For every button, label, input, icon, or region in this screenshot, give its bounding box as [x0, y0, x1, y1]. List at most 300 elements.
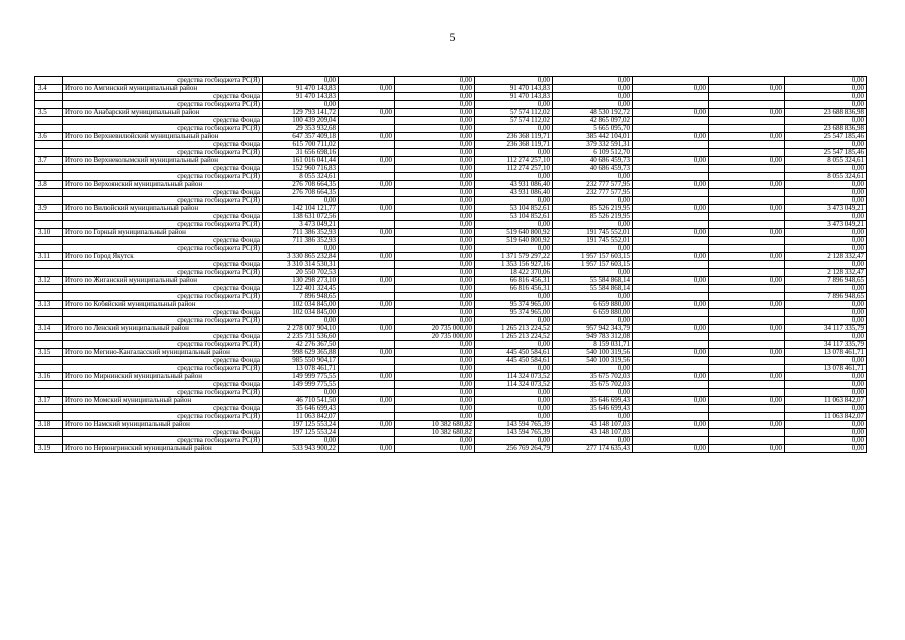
column-3-cell: 0,00 [395, 341, 475, 349]
column-8-cell: 0,00 [785, 197, 867, 205]
column-3-cell: 0,00 [395, 285, 475, 293]
column-2-cell [339, 309, 395, 317]
column-6-cell [633, 165, 709, 173]
total-amount-cell: 130 298 273,10 [263, 277, 339, 285]
column-3-cell: 0,00 [395, 197, 475, 205]
column-8-cell: 3 473 049,21 [785, 205, 867, 213]
column-6-cell [633, 389, 709, 397]
column-6-cell [633, 333, 709, 341]
column-3-cell: 20 735 000,00 [395, 333, 475, 341]
row-number: 3.15 [35, 349, 63, 357]
column-3-cell: 0,00 [395, 293, 475, 301]
column-8-cell: 0,00 [785, 309, 867, 317]
table-subrow [35, 309, 867, 317]
column-7-cell: 0,00 [709, 445, 785, 453]
column-4-cell: 18 422 370,06 [475, 269, 553, 277]
column-3-cell: 0,00 [395, 253, 475, 261]
column-7-cell [709, 261, 785, 269]
table-row [35, 253, 867, 261]
total-amount-cell: 8 055 324,61 [263, 173, 339, 181]
row-number: 3.4 [35, 85, 63, 93]
row-name: средства госбюджета РС(Я) [63, 125, 263, 133]
column-4-cell: 143 594 765,39 [475, 421, 553, 429]
column-2-cell [339, 221, 395, 229]
total-amount-cell: 3 310 314 530,31 [263, 261, 339, 269]
column-7-cell: 0,00 [709, 157, 785, 165]
column-3-cell: 0,00 [395, 229, 475, 237]
row-name: средства госбюджета РС(Я) [63, 269, 263, 277]
row-name: средства госбюджета РС(Я) [63, 317, 263, 325]
column-2-cell: 0,00 [339, 85, 395, 93]
column-5-cell: 0,00 [553, 197, 633, 205]
column-4-cell: 0,00 [475, 125, 553, 133]
column-3-cell: 0,00 [395, 389, 475, 397]
column-5-cell: 0,00 [553, 317, 633, 325]
column-8-cell: 0,00 [785, 429, 867, 437]
column-3-cell: 10 382 680,82 [395, 429, 475, 437]
column-6-cell: 0,00 [633, 157, 709, 165]
column-7-cell [709, 189, 785, 197]
column-3-cell: 20 735 000,00 [395, 325, 475, 333]
column-4-cell: 66 816 456,31 [475, 277, 553, 285]
column-6-cell: 0,00 [633, 397, 709, 405]
row-name: средства Фонда [63, 93, 263, 101]
column-3-cell: 0,00 [395, 365, 475, 373]
column-5-cell: 40 686 459,73 [553, 157, 633, 165]
column-4-cell: 1 265 213 224,52 [475, 333, 553, 341]
column-6-cell: 0,00 [633, 109, 709, 117]
column-8-cell: 0,00 [785, 317, 867, 325]
table-subrow [35, 269, 867, 277]
table-subrow [35, 77, 867, 85]
column-2-cell: 0,00 [339, 325, 395, 333]
row-name: средства Фонда [63, 237, 263, 245]
column-2-cell: 0,00 [339, 109, 395, 117]
column-3-cell: 0,00 [395, 141, 475, 149]
table-subrow [35, 285, 867, 293]
table-subrow [35, 173, 867, 181]
total-amount-cell: 998 629 365,88 [263, 349, 339, 357]
row-name: Итого по Горный муниципальный район [63, 229, 263, 237]
row-name: средства госбюджета РС(Я) [63, 221, 263, 229]
row-number [35, 93, 63, 101]
column-4-cell: 0,00 [475, 397, 553, 405]
row-number [35, 237, 63, 245]
column-2-cell [339, 165, 395, 173]
column-4-cell: 256 769 264,79 [475, 445, 553, 453]
column-7-cell [709, 413, 785, 421]
column-8-cell: 0,00 [785, 141, 867, 149]
row-name: средства Фонда [63, 309, 263, 317]
total-amount-cell: 149 999 775,55 [263, 373, 339, 381]
row-name: средства госбюджета РС(Я) [63, 149, 263, 157]
total-amount-cell: 42 276 367,50 [263, 341, 339, 349]
column-4-cell: 0,00 [475, 389, 553, 397]
total-amount-cell: 7 896 948,65 [263, 293, 339, 301]
column-3-cell: 0,00 [395, 269, 475, 277]
row-name: средства госбюджета РС(Я) [63, 365, 263, 373]
row-number: 3.6 [35, 133, 63, 141]
total-amount-cell: 0,00 [263, 77, 339, 85]
total-amount-cell: 711 386 352,93 [263, 237, 339, 245]
column-6-cell [633, 149, 709, 157]
column-7-cell [709, 165, 785, 173]
row-name: Итого по Кобяйский муниципальный район [63, 301, 263, 309]
column-2-cell [339, 389, 395, 397]
column-5-cell: 0,00 [553, 101, 633, 109]
row-name: средства Фонда [63, 405, 263, 413]
column-8-cell: 0,00 [785, 437, 867, 445]
column-4-cell: 57 574 112,02 [475, 117, 553, 125]
row-number [35, 365, 63, 373]
table-subrow [35, 413, 867, 421]
total-amount-cell: 197 125 553,24 [263, 429, 339, 437]
column-2-cell [339, 125, 395, 133]
column-3-cell: 0,00 [395, 301, 475, 309]
column-8-cell: 0,00 [785, 93, 867, 101]
column-2-cell: 0,00 [339, 421, 395, 429]
column-3-cell: 0,00 [395, 85, 475, 93]
total-amount-cell: 3 330 865 232,84 [263, 253, 339, 261]
total-amount-cell: 138 631 072,56 [263, 213, 339, 221]
row-number [35, 413, 63, 421]
column-6-cell [633, 317, 709, 325]
column-8-cell: 2 128 332,47 [785, 253, 867, 261]
column-8-cell: 0,00 [785, 85, 867, 93]
column-7-cell: 0,00 [709, 109, 785, 117]
row-number [35, 245, 63, 253]
row-number [35, 293, 63, 301]
column-5-cell: 0,00 [553, 93, 633, 101]
column-6-cell [633, 117, 709, 125]
total-amount-cell: 129 793 141,72 [263, 109, 339, 117]
column-2-cell: 0,00 [339, 133, 395, 141]
table-subrow [35, 405, 867, 413]
column-8-cell: 25 547 185,46 [785, 149, 867, 157]
column-7-cell [709, 389, 785, 397]
table-subrow [35, 141, 867, 149]
table-row [35, 445, 867, 453]
column-2-cell [339, 237, 395, 245]
column-6-cell [633, 413, 709, 421]
column-7-cell [709, 429, 785, 437]
column-4-cell: 0,00 [475, 317, 553, 325]
column-3-cell: 0,00 [395, 173, 475, 181]
row-number: 3.10 [35, 229, 63, 237]
column-8-cell: 0,00 [785, 165, 867, 173]
column-5-cell: 35 646 699,43 [553, 397, 633, 405]
column-4-cell: 1 265 213 224,52 [475, 325, 553, 333]
table-row [35, 85, 867, 93]
budget-table [34, 76, 867, 453]
column-5-cell: 55 584 868,14 [553, 277, 633, 285]
column-7-cell [709, 245, 785, 253]
column-5-cell: 55 584 868,14 [553, 285, 633, 293]
column-4-cell: 91 470 143,83 [475, 85, 553, 93]
row-number [35, 197, 63, 205]
column-4-cell: 66 816 456,31 [475, 285, 553, 293]
row-name: средства Фонда [63, 285, 263, 293]
column-3-cell: 10 382 680,82 [395, 421, 475, 429]
row-number: 3.8 [35, 181, 63, 189]
column-3-cell: 0,00 [395, 221, 475, 229]
column-2-cell [339, 365, 395, 373]
column-6-cell [633, 101, 709, 109]
column-2-cell [339, 197, 395, 205]
column-6-cell [633, 269, 709, 277]
row-number [35, 285, 63, 293]
total-amount-cell: 0,00 [263, 317, 339, 325]
column-2-cell [339, 141, 395, 149]
column-6-cell [633, 341, 709, 349]
column-4-cell: 236 368 119,71 [475, 141, 553, 149]
column-2-cell [339, 117, 395, 125]
column-7-cell: 0,00 [709, 301, 785, 309]
row-number [35, 165, 63, 173]
column-3-cell: 0,00 [395, 245, 475, 253]
column-8-cell: 0,00 [785, 101, 867, 109]
column-6-cell [633, 293, 709, 301]
column-8-cell: 0,00 [785, 189, 867, 197]
row-number [35, 437, 63, 445]
column-3-cell: 0,00 [395, 373, 475, 381]
row-name: средства Фонда [63, 141, 263, 149]
column-7-cell: 0,00 [709, 181, 785, 189]
column-4-cell: 519 640 800,92 [475, 237, 553, 245]
column-4-cell: 236 368 119,71 [475, 133, 553, 141]
column-6-cell [633, 141, 709, 149]
table-row [35, 349, 867, 357]
column-2-cell [339, 333, 395, 341]
table-row [35, 301, 867, 309]
table-row [35, 205, 867, 213]
column-6-cell [633, 173, 709, 181]
column-7-cell [709, 437, 785, 445]
column-2-cell: 0,00 [339, 253, 395, 261]
column-6-cell: 0,00 [633, 325, 709, 333]
column-3-cell: 0,00 [395, 109, 475, 117]
row-name: Итого по Верхоянский муниципальный район [63, 181, 263, 189]
total-amount-cell: 46 710 541,50 [263, 397, 339, 405]
table-subrow [35, 117, 867, 125]
column-5-cell: 0,00 [553, 173, 633, 181]
column-5-cell: 0,00 [553, 437, 633, 445]
column-4-cell: 53 104 852,61 [475, 205, 553, 213]
column-6-cell [633, 77, 709, 85]
column-6-cell: 0,00 [633, 229, 709, 237]
column-7-cell [709, 285, 785, 293]
table-row [35, 109, 867, 117]
column-3-cell: 0,00 [395, 397, 475, 405]
total-amount-cell: 0,00 [263, 389, 339, 397]
total-amount-cell: 161 016 041,44 [263, 157, 339, 165]
row-name: средства Фонда [63, 429, 263, 437]
row-name: Итого по Намский муниципальный район [63, 421, 263, 429]
row-name: средства Фонда [63, 357, 263, 365]
row-number [35, 381, 63, 389]
column-4-cell: 112 274 257,10 [475, 157, 553, 165]
column-2-cell: 0,00 [339, 397, 395, 405]
column-3-cell: 0,00 [395, 317, 475, 325]
column-8-cell: 7 896 948,65 [785, 277, 867, 285]
total-amount-cell: 91 470 143,83 [263, 85, 339, 93]
table-subrow [35, 381, 867, 389]
column-3-cell: 0,00 [395, 149, 475, 157]
row-number [35, 117, 63, 125]
column-8-cell: 11 063 842,07 [785, 397, 867, 405]
column-5-cell: 43 148 107,03 [553, 421, 633, 429]
row-name: средства Фонда [63, 213, 263, 221]
table-subrow [35, 213, 867, 221]
table-subrow [35, 317, 867, 325]
column-7-cell [709, 405, 785, 413]
column-5-cell: 42 865 097,02 [553, 117, 633, 125]
total-amount-cell: 20 550 702,53 [263, 269, 339, 277]
column-3-cell: 0,00 [395, 117, 475, 125]
column-2-cell [339, 413, 395, 421]
row-number [35, 189, 63, 197]
row-number: 3.7 [35, 157, 63, 165]
row-name: Итого по Верхнеколымский муниципальный район [63, 157, 263, 165]
total-amount-cell: 647 357 409,18 [263, 133, 339, 141]
column-7-cell: 0,00 [709, 205, 785, 213]
row-number: 3.13 [35, 301, 63, 309]
column-4-cell: 1 371 579 297,22 [475, 253, 553, 261]
column-7-cell: 0,00 [709, 349, 785, 357]
row-name: Итого по Город Якутск [63, 253, 263, 261]
row-name: средства Фонда [63, 189, 263, 197]
row-number: 3.9 [35, 205, 63, 213]
column-8-cell: 2 128 332,47 [785, 269, 867, 277]
column-5-cell: 191 745 552,01 [553, 229, 633, 237]
total-amount-cell: 122 401 324,45 [263, 285, 339, 293]
row-number [35, 101, 63, 109]
table-subrow [35, 341, 867, 349]
column-8-cell: 0,00 [785, 333, 867, 341]
row-number [35, 269, 63, 277]
table-subrow [35, 93, 867, 101]
column-4-cell: 0,00 [475, 365, 553, 373]
column-4-cell: 0,00 [475, 245, 553, 253]
column-3-cell: 0,00 [395, 237, 475, 245]
table-subrow [35, 149, 867, 157]
table-row [35, 133, 867, 141]
column-7-cell [709, 173, 785, 181]
column-6-cell: 0,00 [633, 181, 709, 189]
column-2-cell [339, 317, 395, 325]
column-5-cell: 0,00 [553, 77, 633, 85]
column-3-cell: 0,00 [395, 437, 475, 445]
row-name: средства госбюджета РС(Я) [63, 389, 263, 397]
total-amount-cell: 152 960 716,83 [263, 165, 339, 173]
column-3-cell: 0,00 [395, 445, 475, 453]
row-name: средства Фонда [63, 261, 263, 269]
column-4-cell: 0,00 [475, 341, 553, 349]
column-8-cell: 0,00 [785, 237, 867, 245]
row-name: Итого по Ленский муниципальный район [63, 325, 263, 333]
column-3-cell: 0,00 [395, 77, 475, 85]
column-4-cell: 43 931 086,40 [475, 181, 553, 189]
column-6-cell: 0,00 [633, 277, 709, 285]
column-4-cell: 519 640 800,92 [475, 229, 553, 237]
total-amount-cell: 0,00 [263, 245, 339, 253]
column-4-cell: 0,00 [475, 197, 553, 205]
table-row [35, 373, 867, 381]
row-name: средства госбюджета РС(Я) [63, 173, 263, 181]
column-8-cell: 0,00 [785, 405, 867, 413]
table-row [35, 397, 867, 405]
column-7-cell [709, 125, 785, 133]
column-3-cell: 0,00 [395, 125, 475, 133]
column-5-cell: 232 777 577,95 [553, 181, 633, 189]
column-2-cell [339, 341, 395, 349]
row-name: Итого по Мирнинский муниципальный район [63, 373, 263, 381]
row-number: 3.5 [35, 109, 63, 117]
table-subrow [35, 221, 867, 229]
column-6-cell: 0,00 [633, 349, 709, 357]
column-4-cell: 143 594 765,39 [475, 429, 553, 437]
total-amount-cell: 149 999 775,55 [263, 381, 339, 389]
column-5-cell: 8 159 031,71 [553, 341, 633, 349]
column-8-cell: 34 117 335,79 [785, 325, 867, 333]
column-4-cell: 1 353 156 927,16 [475, 261, 553, 269]
column-4-cell: 0,00 [475, 101, 553, 109]
total-amount-cell: 0,00 [263, 197, 339, 205]
column-7-cell [709, 333, 785, 341]
column-7-cell [709, 293, 785, 301]
column-7-cell [709, 101, 785, 109]
column-7-cell: 0,00 [709, 373, 785, 381]
column-5-cell: 85 526 219,95 [553, 205, 633, 213]
table-subrow [35, 237, 867, 245]
column-4-cell: 0,00 [475, 293, 553, 301]
column-8-cell: 0,00 [785, 181, 867, 189]
column-8-cell: 0,00 [785, 301, 867, 309]
column-2-cell: 0,00 [339, 277, 395, 285]
column-2-cell [339, 429, 395, 437]
column-4-cell: 0,00 [475, 149, 553, 157]
column-3-cell: 0,00 [395, 349, 475, 357]
table-subrow [35, 293, 867, 301]
table-subrow [35, 197, 867, 205]
column-5-cell: 232 777 577,95 [553, 189, 633, 197]
column-3-cell: 0,00 [395, 205, 475, 213]
column-3-cell: 0,00 [395, 93, 475, 101]
column-8-cell: 0,00 [785, 245, 867, 253]
column-6-cell [633, 285, 709, 293]
column-7-cell: 0,00 [709, 421, 785, 429]
column-2-cell [339, 261, 395, 269]
column-7-cell [709, 93, 785, 101]
column-5-cell: 0,00 [553, 269, 633, 277]
column-8-cell: 11 063 842,07 [785, 413, 867, 421]
row-name: средства госбюджета РС(Я) [63, 437, 263, 445]
row-name: средства госбюджета РС(Я) [63, 293, 263, 301]
column-6-cell [633, 381, 709, 389]
column-4-cell: 114 324 073,52 [475, 381, 553, 389]
total-amount-cell: 13 078 461,71 [263, 365, 339, 373]
column-8-cell: 25 547 185,46 [785, 133, 867, 141]
row-name: средства Фонда [63, 381, 263, 389]
column-5-cell: 1 957 157 603,15 [553, 253, 633, 261]
column-4-cell: 0,00 [475, 221, 553, 229]
column-2-cell: 0,00 [339, 229, 395, 237]
column-6-cell [633, 245, 709, 253]
column-8-cell: 0,00 [785, 445, 867, 453]
table-row [35, 181, 867, 189]
total-amount-cell: 11 063 842,07 [263, 413, 339, 421]
row-number: 3.11 [35, 253, 63, 261]
